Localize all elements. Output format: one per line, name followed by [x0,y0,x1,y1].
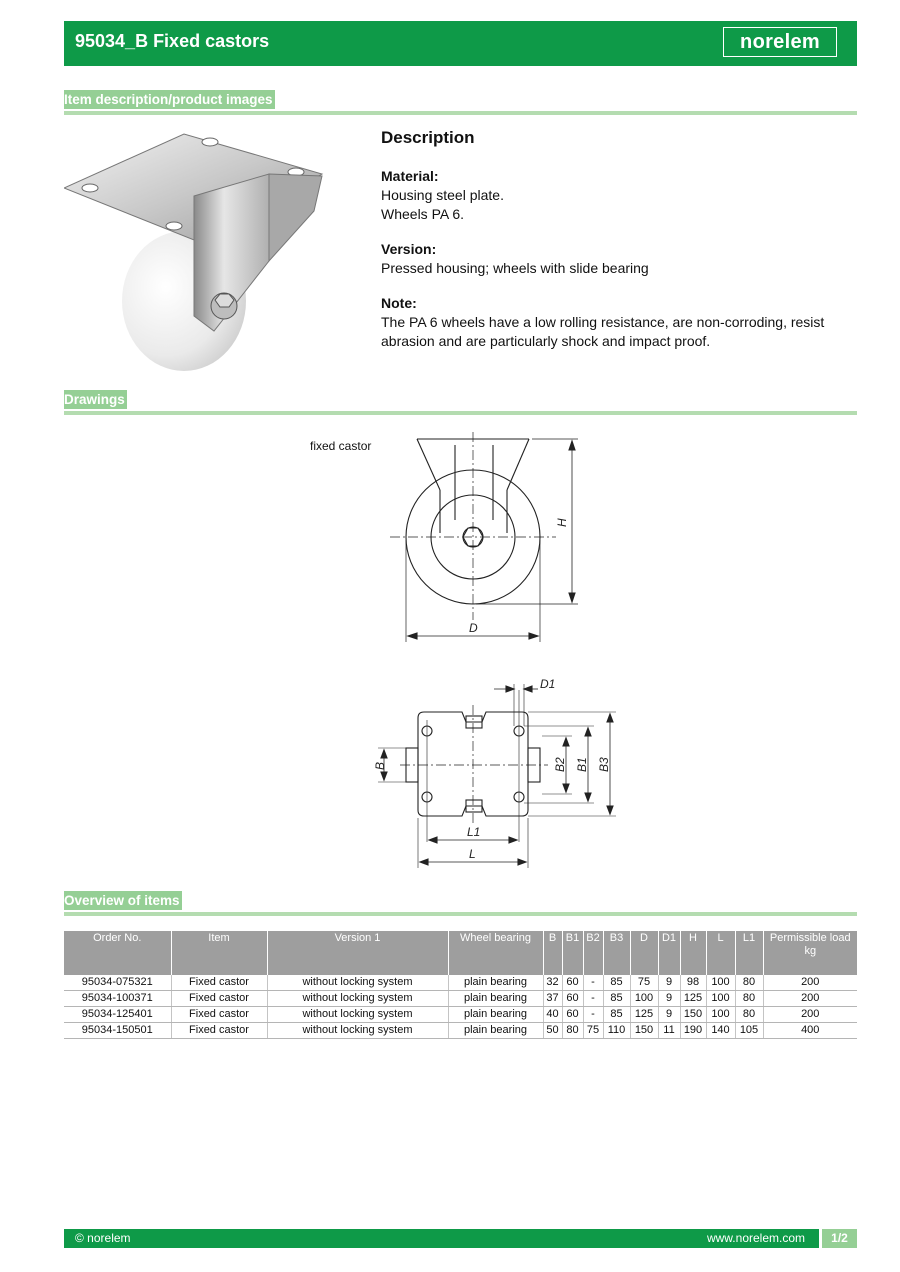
cell-wheel-bearing: plain bearing [448,991,543,1007]
table-row [64,975,857,991]
cell-version: without locking system [267,975,448,991]
cell-D1: 9 [658,975,680,991]
cell-load: 200 [763,1007,857,1023]
cell-B1: 60 [562,1007,583,1023]
col-wheel-bearing: Wheel bearing [448,931,543,975]
cell-L: 100 [706,1007,735,1023]
section-title: Overview of items [64,893,180,908]
cell-L1: 80 [735,975,763,991]
cell-B: 40 [543,1007,562,1023]
material-text: Housing steel plate. Wheels PA 6. [381,187,504,222]
cell-B3: 85 [603,991,630,1007]
cell-L1: 105 [735,1023,763,1039]
material-label: Material: [381,168,439,184]
col-L1: L1 [735,931,763,975]
col-B2: B2 [583,931,603,975]
dim-B3: B3 [597,757,611,772]
dim-B: B [373,761,387,770]
copyright: © norelem [75,1231,131,1245]
cell-D: 150 [630,1023,658,1039]
cell-B3: 85 [603,975,630,991]
table-row [64,1007,857,1023]
note-label: Note: [381,295,417,311]
cell-D: 75 [630,975,658,991]
cell-version: without locking system [267,991,448,1007]
cell-B2: 75 [583,1023,603,1039]
cell-B1: 80 [562,1023,583,1039]
cell-H: 150 [680,1007,706,1023]
cell-order-no: 95034-125401 [64,1007,171,1023]
col-D: D [630,931,658,975]
cell-load: 400 [763,1023,857,1039]
cell-B2: - [583,975,603,991]
section-divider [64,111,857,115]
cell-version: without locking system [267,1007,448,1023]
description-panel [381,128,851,367]
version-block [381,240,851,278]
col-B3: B3 [603,931,630,975]
cell-D: 125 [630,1007,658,1023]
col-item: Item [171,931,267,975]
cell-wheel-bearing: plain bearing [448,1023,543,1039]
cell-wheel-bearing: plain bearing [448,975,543,991]
col-permissible-load: Permissible load kg [763,931,857,975]
page-footer [64,1229,857,1248]
cell-load: 200 [763,975,857,991]
cell-L: 100 [706,975,735,991]
dim-L: L [469,847,476,861]
version-text: Pressed housing; wheels with slide bearing [381,260,649,276]
cell-B2: - [583,991,603,1007]
dim-H: H [555,518,569,527]
cell-L: 140 [706,1023,735,1039]
cell-B1: 60 [562,991,583,1007]
col-B: B [543,931,562,975]
cell-D1: 9 [658,1007,680,1023]
dim-B2: B2 [553,757,567,772]
side-view [390,432,578,642]
note-block [381,294,851,351]
cell-H: 98 [680,975,706,991]
page-number: 1/2 [819,1229,857,1248]
cell-H: 190 [680,1023,706,1039]
cell-B3: 85 [603,1007,630,1023]
cell-order-no: 95034-075321 [64,975,171,991]
dim-D1: D1 [540,677,556,691]
col-H: H [680,931,706,975]
material-block [381,167,851,224]
section-divider [64,912,857,916]
dim-B1: B1 [575,757,589,772]
section-title: Item description/product images [64,92,273,107]
cell-L: 100 [706,991,735,1007]
description-heading: Description [381,128,475,147]
col-L: L [706,931,735,975]
cell-item: Fixed castor [171,975,267,991]
items-table [64,931,857,1039]
cell-item: Fixed castor [171,1023,267,1039]
website-link[interactable]: www.norelem.com [706,1231,805,1245]
cell-B: 50 [543,1023,562,1039]
cell-L1: 80 [735,991,763,1007]
table-row [64,1023,857,1039]
cell-D1: 11 [658,1023,680,1039]
top-view [378,684,616,868]
cell-B: 37 [543,991,562,1007]
note-text: The PA 6 wheels have a low rolling resistance, are non-corroding, resist abrasion and are particularly shock and impact proof. [381,314,825,349]
col-order-no: Order No. [64,931,171,975]
dim-D: D [469,621,478,635]
cell-order-no: 95034-100371 [64,991,171,1007]
section-item-description [64,90,857,115]
logo-text: norelem [740,30,820,53]
cell-wheel-bearing: plain bearing [448,1007,543,1023]
cell-item: Fixed castor [171,991,267,1007]
cell-B: 32 [543,975,562,991]
product-image [64,126,326,374]
cell-version: without locking system [267,1023,448,1039]
section-overview [64,891,857,916]
cell-item: Fixed castor [171,1007,267,1023]
dim-L1: L1 [467,825,481,839]
section-drawings [64,390,857,415]
table-header-row [64,931,857,975]
page-title: 95034_B Fixed castors [75,31,270,51]
page-header [64,21,857,66]
cell-L1: 80 [735,1007,763,1023]
col-D1: D1 [658,931,680,975]
castor-photo-illustration [64,126,326,374]
section-divider [64,411,857,415]
cell-B2: - [583,1007,603,1023]
version-label: Version: [381,241,437,257]
col-version: Version 1 [267,931,448,975]
section-title: Drawings [64,392,125,407]
cell-D1: 9 [658,991,680,1007]
cell-D: 100 [630,991,658,1007]
cell-B1: 60 [562,975,583,991]
norelem-logo [723,27,837,57]
col-B1: B1 [562,931,583,975]
table-row [64,991,857,1007]
drawing-caption: fixed castor [310,439,372,453]
cell-B3: 110 [603,1023,630,1039]
cell-H: 125 [680,991,706,1007]
cell-load: 200 [763,991,857,1007]
cell-order-no: 95034-150501 [64,1023,171,1039]
